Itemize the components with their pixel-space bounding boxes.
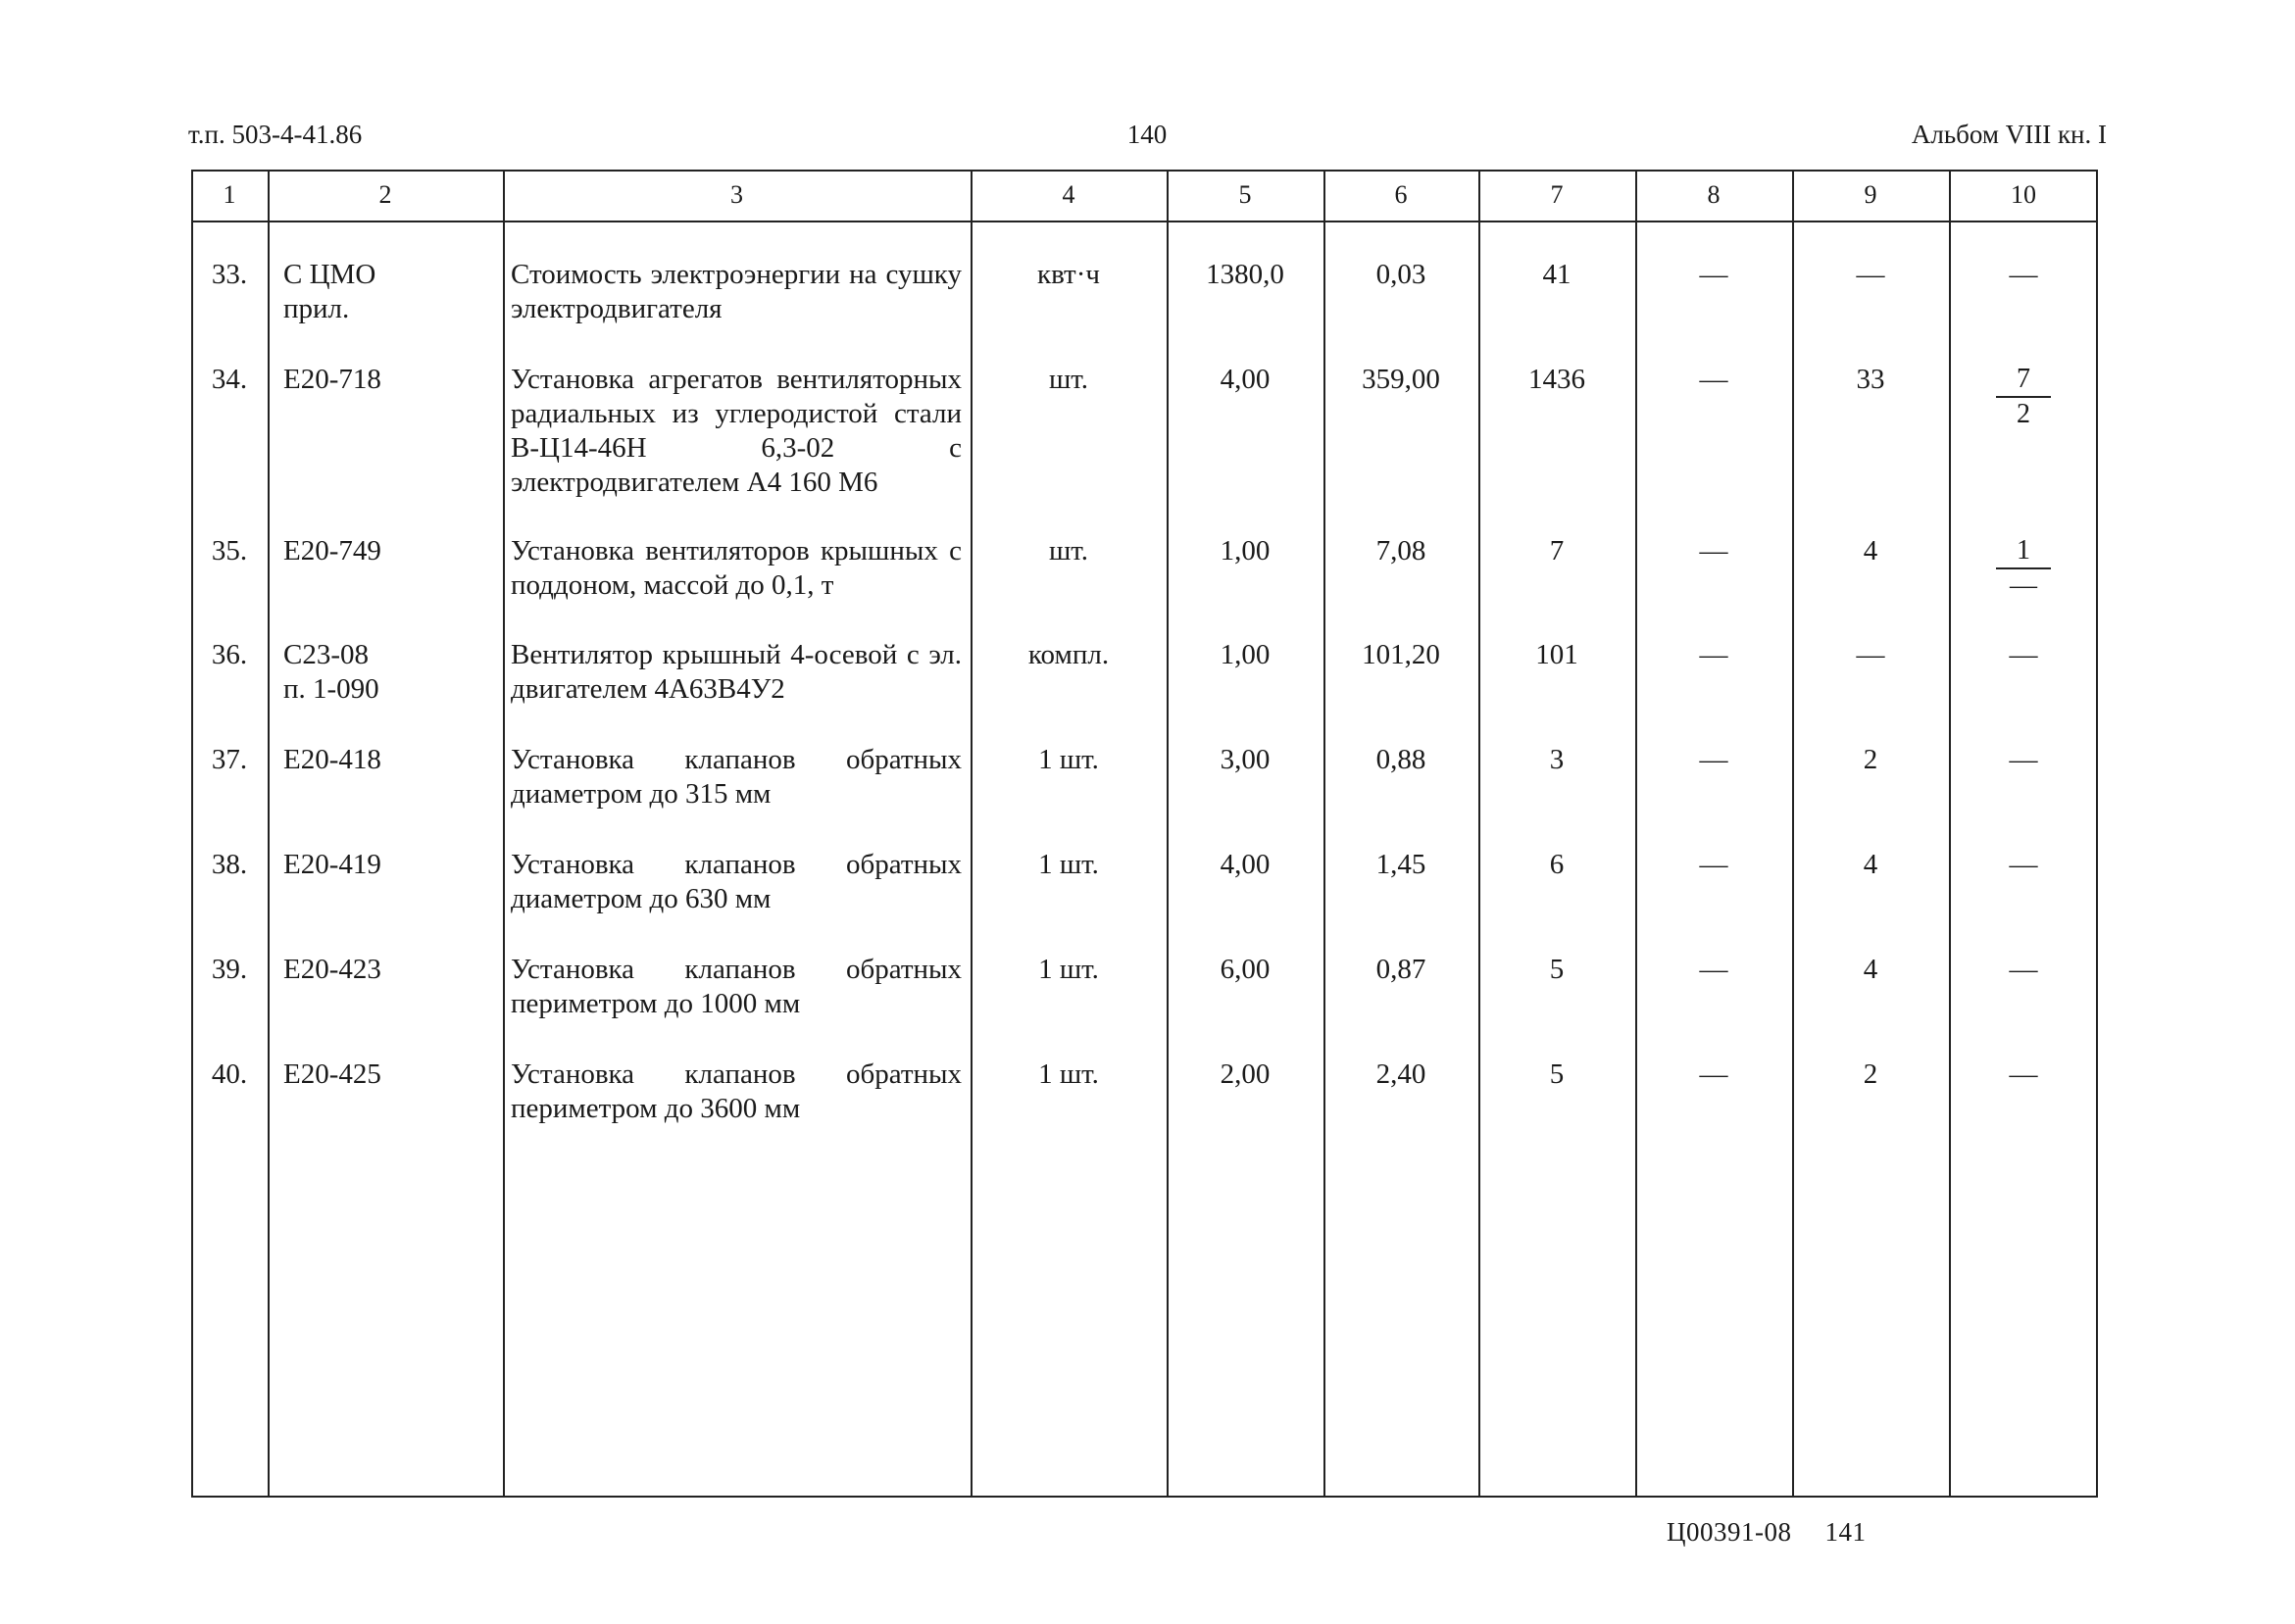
column-header: 10 [2011, 180, 2036, 209]
unit-price: 1,45 [1375, 849, 1426, 880]
column-8-value: — [1699, 259, 1728, 290]
album-label: Альбом VIII кн. I [1911, 120, 2107, 149]
total-cost: 7 [1549, 535, 1565, 566]
column-header: 7 [1550, 180, 1564, 209]
unit: шт. [1048, 535, 1089, 566]
norm-code: Е20-418 [283, 744, 381, 775]
unit: квт·ч [1037, 259, 1100, 290]
work-description: Установка клапанов обратных диаметром до 315 мм [511, 744, 962, 810]
work-description: Установка клапанов обратных диаметром до 630 мм [511, 849, 962, 914]
page-number: 140 [1126, 120, 1168, 149]
fraction-numerator: 1 [1996, 534, 2051, 569]
quantity: 4,00 [1220, 364, 1271, 395]
footer-code: Ц00391-08 [1667, 1517, 1792, 1547]
total-cost: 6 [1549, 849, 1565, 880]
work-description: Вентилятор крышный 4-осевой с эл. двигателем 4А63В4У2 [511, 639, 962, 705]
column-header: 5 [1238, 180, 1252, 209]
quantity: 1,00 [1220, 639, 1271, 670]
row-number: 37. [211, 744, 248, 775]
column-10-value: — [2009, 259, 2038, 290]
total-cost: 5 [1549, 1058, 1565, 1090]
total-cost: 101 [1535, 639, 1578, 670]
column-9-value: 33 [1856, 364, 1885, 395]
fraction-numerator: 7 [1996, 363, 2051, 398]
column-10-value: — [2009, 849, 2038, 880]
unit-price: 0,03 [1375, 259, 1426, 290]
row-number: 34. [211, 364, 248, 395]
column-header: 8 [1707, 180, 1721, 209]
fraction-denominator: 2 [2017, 399, 2030, 429]
column-10-fraction [1949, 363, 2098, 431]
column-10-fraction [1949, 534, 2098, 603]
unit: 1 шт. [1038, 954, 1099, 985]
norm-code: Е20-425 [283, 1058, 381, 1090]
norm-code: Е20-423 [283, 954, 381, 985]
column-10-value: — [2009, 744, 2038, 775]
column-header: 4 [1062, 180, 1075, 209]
row-number: 33. [211, 259, 248, 290]
footer-page: 141 [1824, 1517, 1867, 1547]
column-8-value: — [1699, 744, 1728, 775]
column-header: 9 [1864, 180, 1877, 209]
column-8-value: — [1699, 1058, 1728, 1090]
footer [1667, 1517, 1900, 1548]
row-number: 36. [211, 639, 248, 670]
work-description: Установка вентиляторов крышных с поддоном, массой до 0,1, т [511, 535, 962, 601]
norm-code: С23-08 п. 1-090 [283, 639, 379, 705]
column-9-value: 4 [1863, 849, 1878, 880]
column-divider [503, 170, 505, 1498]
total-cost: 3 [1549, 744, 1565, 775]
column-10-value: — [2009, 639, 2038, 670]
row-number: 40. [211, 1058, 248, 1090]
unit-price: 359,00 [1362, 364, 1440, 395]
total-cost: 5 [1549, 954, 1565, 985]
work-description: Установка клапанов обратных периметром до 1000 мм [511, 954, 962, 1019]
unit: 1 шт. [1038, 744, 1099, 775]
unit: компл. [1027, 639, 1110, 670]
norm-code: Е20-718 [283, 364, 381, 395]
column-8-value: — [1699, 535, 1728, 566]
estimate-table [191, 170, 2098, 1498]
column-9-value: 2 [1863, 744, 1878, 775]
column-9-value: 4 [1863, 535, 1878, 566]
quantity: 1380,0 [1206, 259, 1284, 290]
column-8-value: — [1699, 639, 1728, 670]
unit: 1 шт. [1038, 1058, 1099, 1090]
quantity: 3,00 [1220, 744, 1271, 775]
fraction-denominator: — [2010, 570, 2037, 601]
column-9-value: — [1856, 259, 1885, 290]
norm-code: Е20-749 [283, 535, 381, 566]
column-header: 6 [1394, 180, 1408, 209]
column-9-value: 4 [1863, 954, 1878, 985]
work-description: Установка клапанов обратных периметром до 3600 мм [511, 1058, 962, 1124]
column-8-value: — [1699, 364, 1728, 395]
work-description: Стоимость электроэнергии на сушку электродвигателя [511, 259, 962, 324]
document-code: т.п. 503-4-41.86 [188, 120, 363, 149]
row-number: 38. [211, 849, 248, 880]
total-cost: 1436 [1528, 364, 1585, 395]
column-header: 1 [223, 180, 236, 209]
norm-code: Е20-419 [283, 849, 381, 880]
work-description: Установка агрегатов вентиляторных радиальных из углеродистой стали В-Ц14-46Н 6,3-02 с электродвигателем А4 160 М6 [511, 364, 962, 498]
quantity: 4,00 [1220, 849, 1271, 880]
unit-price: 7,08 [1375, 535, 1426, 566]
row-number: 35. [211, 535, 248, 566]
row-number: 39. [211, 954, 248, 985]
column-8-value: — [1699, 954, 1728, 985]
unit-price: 101,20 [1362, 639, 1440, 670]
quantity: 1,00 [1220, 535, 1271, 566]
unit: шт. [1048, 364, 1089, 395]
unit-price: 0,87 [1375, 954, 1426, 985]
column-8-value: — [1699, 849, 1728, 880]
header-divider [191, 221, 2098, 222]
quantity: 2,00 [1220, 1058, 1271, 1090]
column-header: 2 [378, 180, 392, 209]
column-9-value: — [1856, 639, 1885, 670]
column-header: 3 [730, 180, 743, 209]
quantity: 6,00 [1220, 954, 1271, 985]
column-10-value: — [2009, 1058, 2038, 1090]
unit-price: 2,40 [1375, 1058, 1426, 1090]
column-divider [268, 170, 270, 1498]
norm-code: С ЦМО прил. [283, 259, 376, 324]
unit: 1 шт. [1038, 849, 1099, 880]
total-cost: 41 [1542, 259, 1572, 290]
column-9-value: 2 [1863, 1058, 1878, 1090]
column-10-value: — [2009, 954, 2038, 985]
unit-price: 0,88 [1375, 744, 1426, 775]
